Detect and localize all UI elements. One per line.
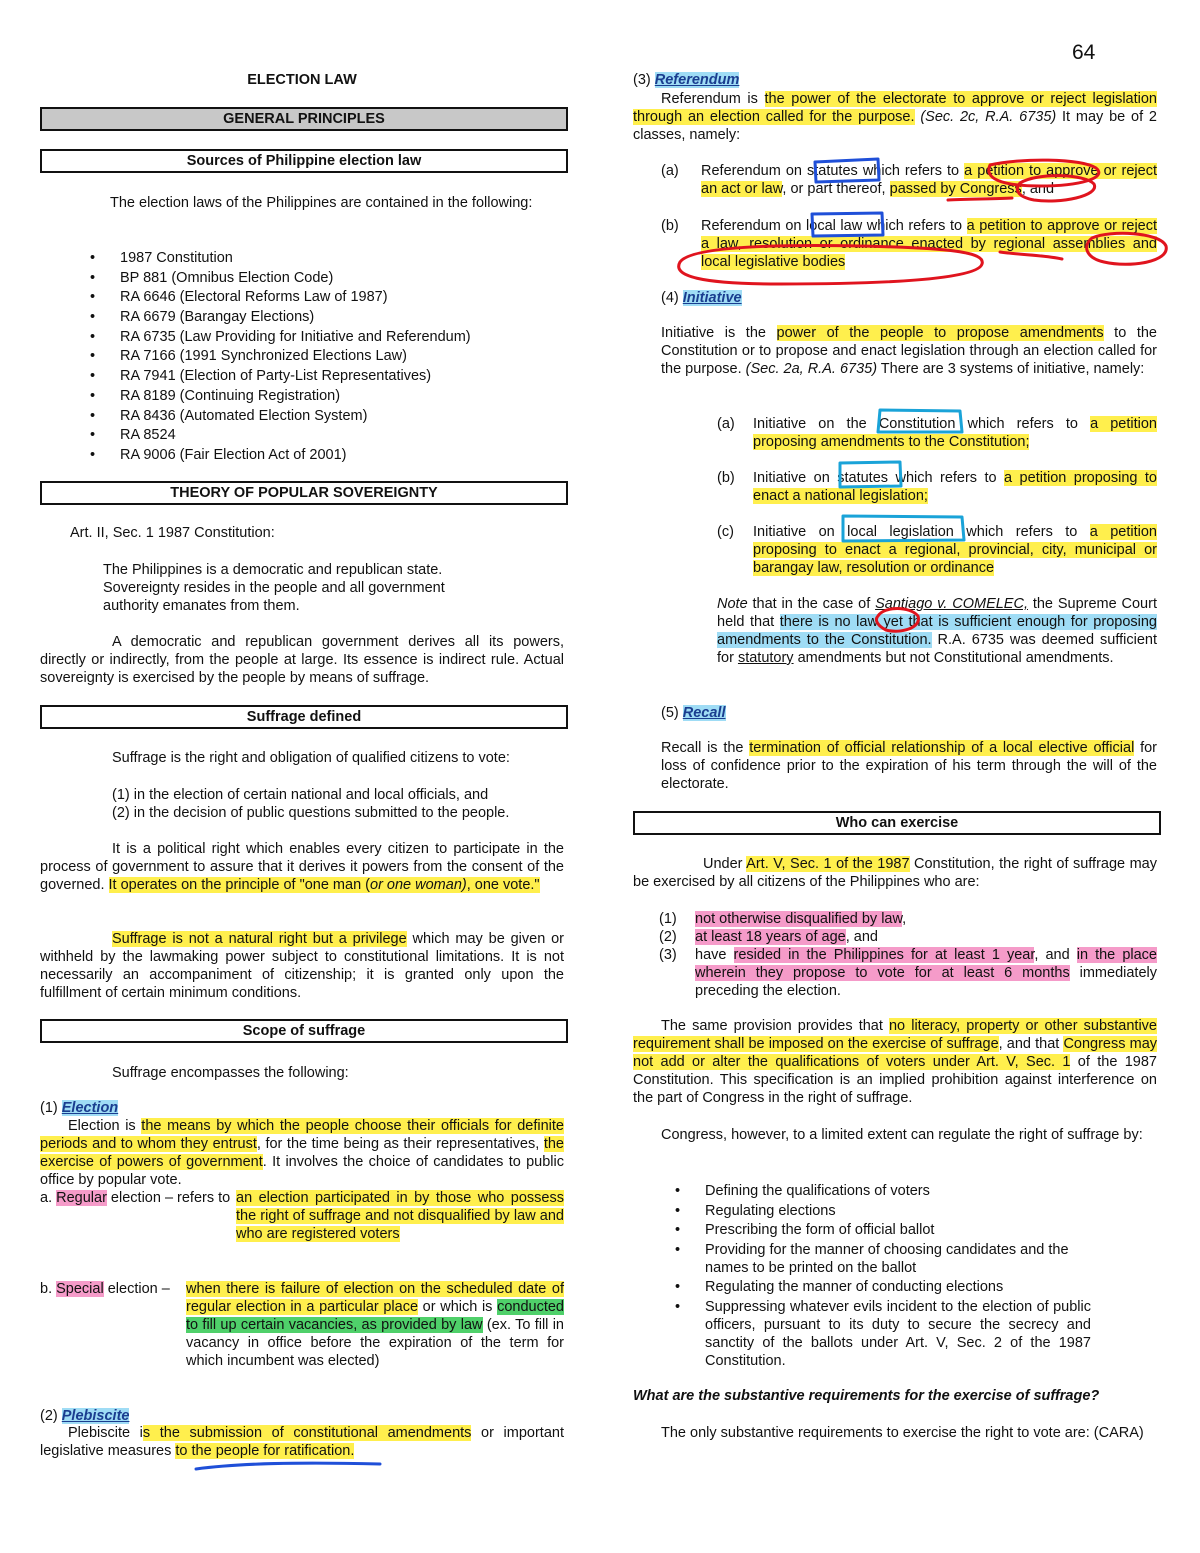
- initiative-statutes: Initiative on statutes which refers to a petition proposing to enact a national legislation;: [753, 470, 1157, 504]
- congress-intro: Congress, however, to a limited extent can regulate the right of suffrage by:: [661, 1127, 1143, 1143]
- santiago-note: Note that in the case of Santiago v. COMELEC, the Supreme Court held that there is no law yet that is sufficient enough for proposing amendments to the Constitution. R.A. 6735 was deemed sufficient for statutory amendments but not Constitutional amendments.: [717, 596, 1157, 666]
- list-item: • RA 6735 (Law Providing for Initiative and Referendum): [90, 328, 471, 345]
- initiative-constitution: Initiative on the Constitution which refers to a petition proposing amendments to the Constitution;: [753, 416, 1157, 450]
- art-reference: Art. II, Sec. 1 1987 Constitution:: [70, 525, 275, 541]
- suffrage-definition: Suffrage is the right and obligation of qualified citizens to vote:: [112, 750, 510, 766]
- suffrage-heading: Suffrage defined: [40, 705, 568, 729]
- sources-heading: Sources of Philippine election law: [40, 149, 568, 173]
- initiative-label: (4) Initiative: [661, 290, 742, 306]
- constitution-quote: The Philippines is a democratic and republican state. Sovereignty resides in the people and all government authority emanates from them.: [103, 562, 445, 614]
- who-can-exercise-intro: Under Art. V, Sec. 1 of the 1987 Constitution, the right of suffrage may be exercised by all citizens of the Philippines who are:: [633, 856, 1157, 890]
- sources-list: [90, 249, 560, 466]
- same-provision-paragraph: The same provision provides that no literacy, property or other substantive requirement shall be imposed on the exercise of suffrage, and that Congress may not add or alter the qualifications of voters under Art. V, Sec. 1 of the 1987 Constitution. This specification is an implied prohibition against interference on the part of Congress in the right of suffrage.: [633, 1018, 1158, 1106]
- list-item: (3) have resided in the Philippines for at least 1 year, and in the place wherein they propose to vote for at least 6 months immediately preceding the election.: [659, 947, 1157, 999]
- suffrage-items: (1) in the election of certain national and local officials, and (2) in the decision of public questions submitted to the people.: [112, 787, 510, 821]
- list-item: (1) not otherwise disqualified by law,: [659, 911, 907, 927]
- referendum-a-label: (a): [661, 163, 679, 179]
- recall-label: (5) Recall: [661, 705, 726, 721]
- list-item: (2) at least 18 years of age, and: [659, 929, 878, 945]
- referendum-statutes: Referendum on statutes which refers to a petition to approve or reject an act or law, or part thereof, passed by Congress; and: [701, 163, 1157, 197]
- sources-intro: The election laws of the Philippines are contained in the following:: [110, 195, 533, 211]
- initiative-local-legislation: Initiative on local legislation which refers to a petition proposing to enact a regional, provincial, city, municipal or barangay law, resolution or ordinance: [753, 524, 1157, 576]
- initiative-a-label: (a): [717, 416, 735, 432]
- substantive-question: What are the substantive requirements for the exercise of suffrage?: [633, 1388, 1100, 1404]
- recall-definition: Recall is the termination of official relationship of a local elective official for loss of confidence prior to the expiration of his term through the will of the electorate.: [661, 740, 1157, 792]
- election-label: (1) Election: [40, 1100, 119, 1116]
- special-election-definition-first: when there is failure of election on the scheduled date of regular election in a particular place or which is conducted to fill up certain vacancies, as provided by law (ex. To fill in vacancy in office before the expiration of the term for which incumbent was elected): [186, 1281, 564, 1369]
- list-item: • RA 6679 (Barangay Elections): [90, 309, 315, 326]
- list-item: • RA 9006 (Fair Election Act of 2001): [90, 446, 347, 463]
- theory-heading: THEORY OF POPULAR SOVEREIGNTY: [40, 481, 568, 505]
- list-item: • RA 8524: [90, 427, 176, 444]
- list-item: • RA 8189 (Continuing Registration): [90, 387, 341, 404]
- substantive-answer: The only substantive requirements to exercise the right to vote are: (CARA): [661, 1425, 1144, 1441]
- list-item: • Regulating the manner of conducting elections: [675, 1279, 1004, 1295]
- list-item: • Suppressing whatever evils incident to the election of public officers, pursuant to its duty to secure the secrecy and sanctity of the ballots under Art. V, Sec. 2 of the 1987 Constitution.: [675, 1298, 1091, 1369]
- list-item: • RA 7941 (Election of Party-List Representatives): [90, 368, 432, 385]
- document-title: ELECTION LAW: [247, 72, 357, 88]
- congress-powers-list: [675, 1182, 1091, 1370]
- list-item: • BP 881 (Omnibus Election Code): [90, 269, 334, 286]
- election-definition: Election is the means by which the people choose their officials for definite periods and to whom they entrust, for the time being as their representatives, the exercise of powers of government. It involves the choice of candidates to public office by popular vote.: [40, 1118, 564, 1188]
- democratic-paragraph: A democratic and republican government derives all its powers, directly or indirectly, from the people at large. Its essence is indirect rule. Actual sovereignty is exercised by the people by means of suffrage.: [40, 634, 564, 686]
- regular-election-definition: an election participated in by those who possess the right of suffrage and not disqualified by law and who are registered voters: [236, 1190, 564, 1242]
- regular-election-label: a. Regular election – refers to: [40, 1190, 231, 1206]
- referendum-label: (3) Referendum: [633, 72, 740, 88]
- plebiscite-definition: Plebiscite is the submission of constitutional amendments or important legislative measures to the people for ratification.: [40, 1425, 564, 1459]
- list-item: • 1987 Constitution: [90, 250, 233, 266]
- initiative-b-label: (b): [717, 470, 735, 486]
- general-principles-heading: GENERAL PRINCIPLES: [40, 107, 568, 131]
- privilege-paragraph: Suffrage is not a natural right but a privilege which may be given or withheld by the lawmaking power subject to constitutional limitations. It is not necessarily an accompaniment of citizenship; it is granted only upon the fulfillment of certain minimum conditions.: [40, 931, 564, 1001]
- initiative-c-label: (c): [717, 524, 734, 540]
- political-right-paragraph: It is a political right which enables every citizen to participate in the process of government to assure that it derives it powers from the consent of the governed. It operates on the principle of "one man (or one woman), one vote.": [40, 841, 564, 893]
- list-item: • Prescribing the form of official ballot: [675, 1222, 935, 1238]
- initiative-definition: Initiative is the power of the people to propose amendments to the Constitution or to propose and enact legislation through an election called for the purpose. (Sec. 2a, R.A. 6735) There are 3 systems of initiative, namely:: [661, 325, 1157, 377]
- special-election-label: b. Special election –: [40, 1281, 170, 1297]
- referendum-definition: Referendum is the power of the electorate to approve or reject legislation through an election called for the purpose. (Sec. 2c, R.A. 6735) It may be of 2 classes, namely:: [633, 91, 1157, 143]
- scope-heading: Scope of suffrage: [40, 1019, 568, 1043]
- qualifications-list: [659, 910, 1157, 1000]
- list-item: • Defining the qualifications of voters: [675, 1183, 930, 1199]
- blue-underline-ratification: [196, 1463, 380, 1469]
- list-item: • RA 8436 (Automated Election System): [90, 407, 368, 424]
- scope-intro: Suffrage encompasses the following:: [112, 1065, 349, 1081]
- list-item: • Regulating elections: [675, 1202, 836, 1219]
- list-item: • RA 6646 (Electoral Reforms Law of 1987): [90, 289, 388, 306]
- referendum-local-law: Referendum on local law which refers to a petition to approve or reject a law, resolution or ordinance enacted by regional assemblies and local legislative bodies: [701, 218, 1158, 270]
- list-item: • RA 7166 (1991 Synchronized Elections Law): [90, 348, 407, 365]
- referendum-b-label: (b): [661, 218, 679, 234]
- list-item: • Providing for the manner of choosing candidates and the names to be printed on the ballot: [675, 1241, 1069, 1276]
- page-number: 64: [1072, 41, 1096, 64]
- red-underline-passed: [948, 198, 1012, 200]
- who-can-exercise-heading: Who can exercise: [633, 811, 1161, 835]
- plebiscite-label: (2) Plebiscite: [40, 1408, 130, 1424]
